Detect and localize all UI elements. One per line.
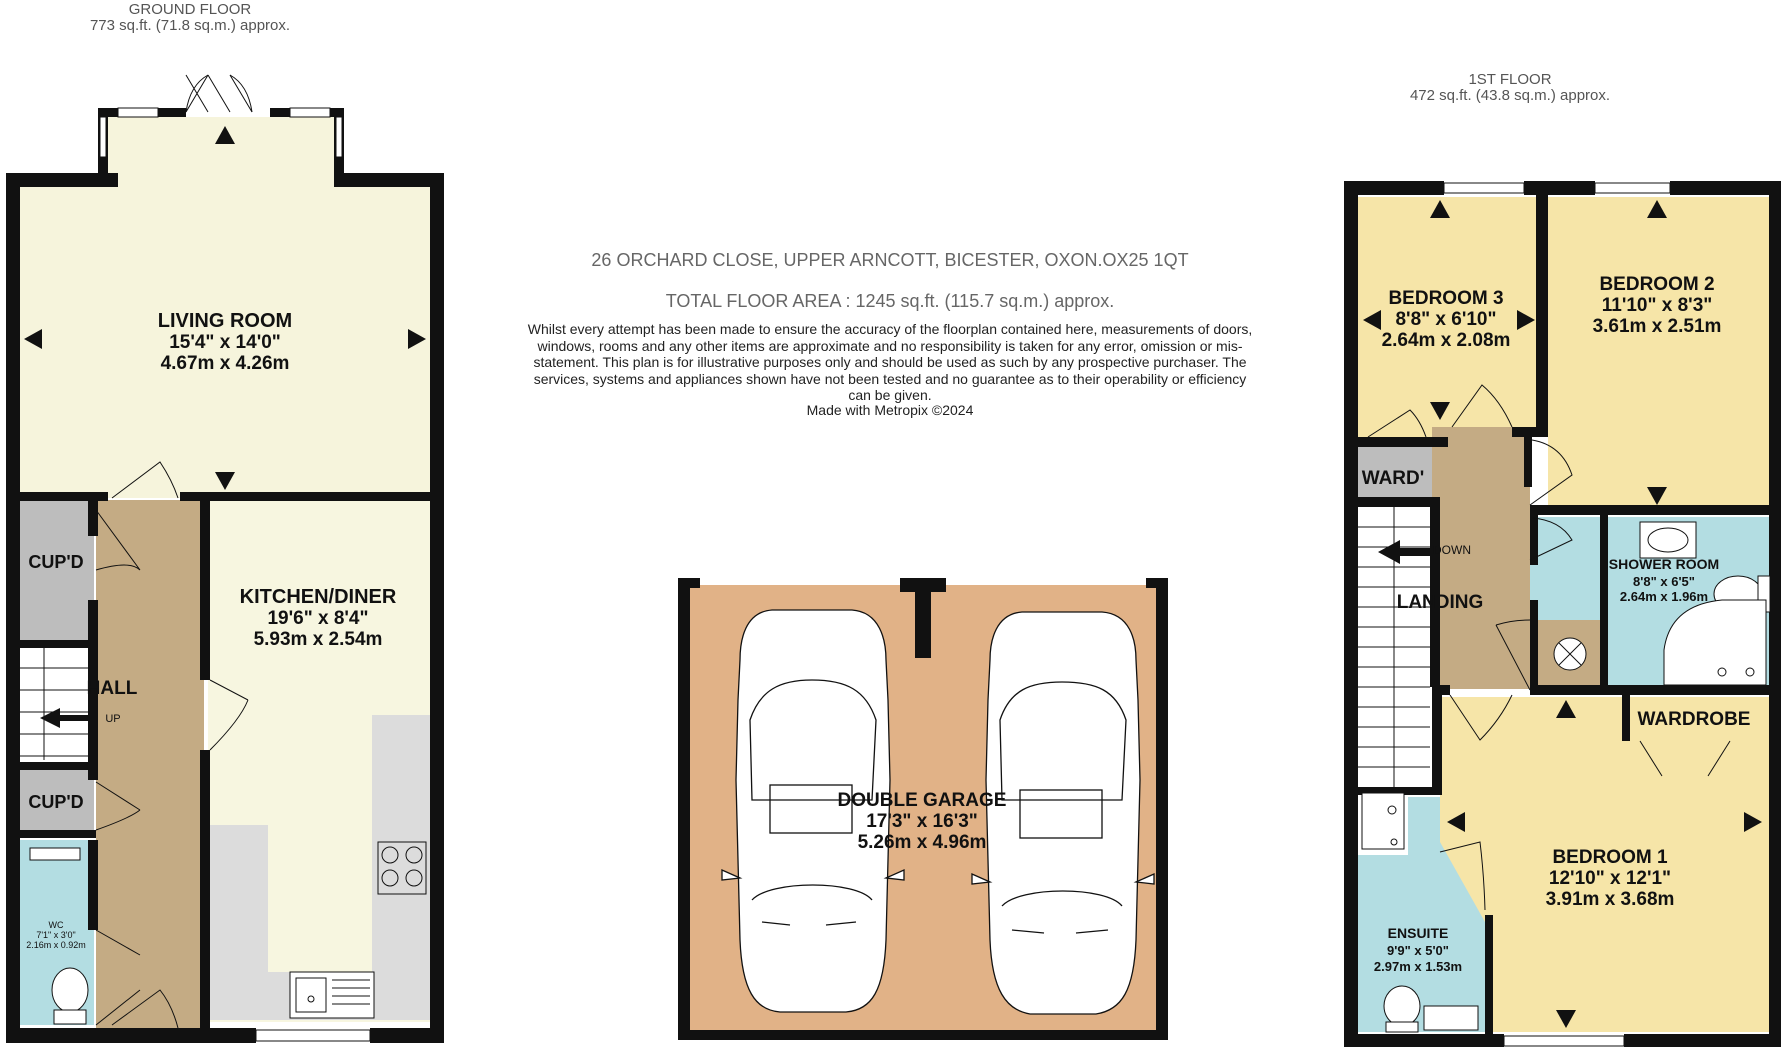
total-floor-area: TOTAL FLOOR AREA : 1245 sq.ft. (115.7 sq.m.) approx. bbox=[665, 291, 1115, 311]
hall-name: HALL bbox=[86, 678, 138, 699]
shower-room-metric: 2.64m x 1.96m bbox=[1619, 589, 1709, 604]
living-room-name: LIVING ROOM bbox=[157, 310, 293, 332]
shower-room-imperial: 8'8" x 6'5" bbox=[1633, 574, 1695, 589]
kitchen-imperial: 19'6" x 8'4" bbox=[267, 608, 369, 629]
bedroom2-imperial: 11'10" x 8'3" bbox=[1601, 295, 1713, 316]
address: 26 ORCHARD CLOSE, UPPER ARNCOTT, BICESTER, OXON.OX25 1QT bbox=[591, 250, 1189, 270]
hall-stair-up: UP bbox=[105, 713, 121, 725]
garage-metric: 5.26m x 4.96m bbox=[857, 832, 987, 853]
ground-floor-plan bbox=[6, 75, 444, 1043]
bedroom2-name: BEDROOM 2 bbox=[1599, 274, 1715, 295]
sink-icon bbox=[290, 972, 374, 1018]
bedroom1-imperial: 12'10" x 12'1" bbox=[1548, 868, 1672, 889]
cupd-lower-name: CUP'D bbox=[28, 792, 84, 812]
kitchen-metric: 5.93m x 2.54m bbox=[253, 629, 383, 650]
wc-name: WC bbox=[48, 920, 64, 930]
landing-floor bbox=[1432, 427, 1530, 689]
ground-floor-area: 773 sq.ft. (71.8 sq.m.) approx. bbox=[89, 17, 291, 34]
ensuite-metric: 2.97m x 1.53m bbox=[1373, 959, 1463, 974]
bedroom1-metric: 3.91m x 3.68m bbox=[1545, 889, 1675, 910]
stairs-area bbox=[16, 648, 94, 760]
living-room-metric: 4.67m x 4.26m bbox=[160, 353, 290, 374]
bay-floor bbox=[108, 117, 344, 187]
landing-stair-down: DOWN bbox=[1433, 543, 1471, 557]
ward-name: WARD' bbox=[1361, 468, 1425, 489]
boiler-cylinder-icon bbox=[1554, 638, 1586, 670]
garage-plan bbox=[678, 578, 1168, 1040]
shower-room-basin-icon bbox=[1640, 522, 1696, 558]
landing-name: LANDING bbox=[1396, 592, 1484, 613]
cupd-upper-name: CUP'D bbox=[28, 552, 84, 572]
hall-floor bbox=[96, 500, 204, 1033]
first-floor-area: 472 sq.ft. (43.8 sq.m.) approx. bbox=[1409, 87, 1611, 104]
car-right-icon bbox=[972, 612, 1154, 1014]
wc-imperial: 7'1" x 3'0" bbox=[36, 930, 76, 940]
bedroom3-imperial: 8'8" x 6'10" bbox=[1395, 309, 1497, 330]
disclaimer: Whilst every attempt has been made to ensure the accuracy of the floorplan contained here, measurements of doors, windows, rooms and any other items are approximate and no responsibility is taken for any error, omission or mis-statement. This plan is for illustrative purposes only and should be used as such by any prospective purchaser. The services, systems and appliances shown have not been tested and no guarantee as to their operability or efficiency can be given. bbox=[527, 321, 1253, 403]
ensuite-name: ENSUITE bbox=[1387, 925, 1449, 941]
french-doors bbox=[186, 75, 252, 112]
ensuite-shower-icon bbox=[1362, 793, 1404, 849]
made-with: Made with Metropix ©2024 bbox=[806, 402, 974, 418]
first-floor-plan bbox=[1344, 181, 1781, 1047]
ensuite-toilet-icon bbox=[1384, 986, 1420, 1032]
garage-imperial: 17'3" x 16'3" bbox=[866, 811, 978, 832]
first-floor-label: 1ST FLOOR bbox=[1468, 71, 1552, 88]
wc-metric: 2.16m x 0.92m bbox=[26, 940, 86, 950]
kitchen-name: KITCHEN/DINER bbox=[239, 586, 397, 608]
living-room-imperial: 15'4" x 14'0" bbox=[169, 332, 281, 353]
garage-name: DOUBLE GARAGE bbox=[837, 790, 1007, 811]
wardrobe-name: WARDROBE bbox=[1637, 709, 1751, 730]
ground-floor-label: GROUND FLOOR bbox=[128, 1, 252, 18]
bedroom3-name: BEDROOM 3 bbox=[1388, 288, 1504, 309]
ensuite-basin-icon bbox=[1424, 1006, 1478, 1030]
bedroom1-name: BEDROOM 1 bbox=[1552, 847, 1668, 868]
shower-room-name: SHOWER ROOM bbox=[1608, 556, 1720, 572]
bedroom2-metric: 3.61m x 2.51m bbox=[1592, 316, 1722, 337]
bedroom2-floor bbox=[1548, 197, 1771, 507]
bedroom3-metric: 2.64m x 2.08m bbox=[1381, 330, 1511, 351]
ensuite-imperial: 9'9" x 5'0" bbox=[1387, 943, 1449, 958]
